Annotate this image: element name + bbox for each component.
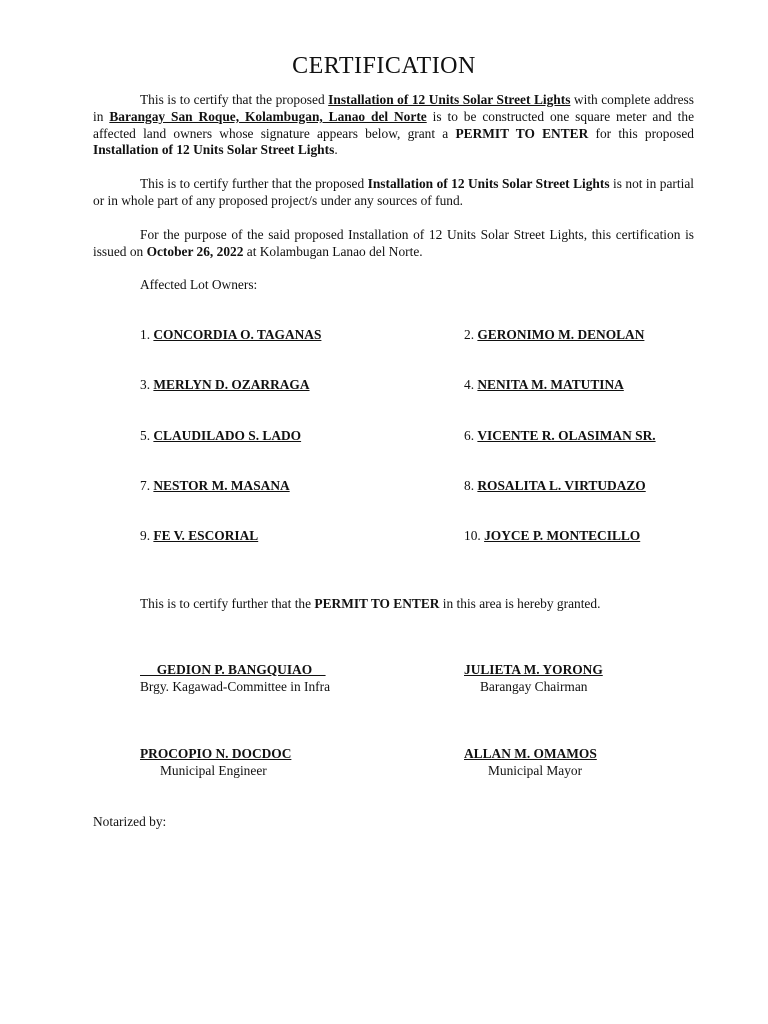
- paragraph-certify-fund: [93, 176, 694, 210]
- grant-permit-to-enter: PERMIT TO ENTER: [314, 596, 440, 611]
- owner-number: 5.: [140, 428, 154, 443]
- signatory-name-kagawad: GEDION P. BANGQUIAO__: [140, 662, 326, 677]
- owner-number: 4.: [464, 377, 478, 392]
- p1-text-4: for this proposed: [588, 125, 694, 141]
- owner-6: [464, 428, 656, 444]
- grant-text-1: This is to certify further that the: [140, 596, 315, 611]
- p1-text-3: is to be constructed one square meter and the affected land owners whose signature appears below, grant a: [93, 108, 695, 141]
- owner-2: [464, 327, 644, 343]
- owner-number: 9.: [140, 528, 154, 543]
- signatory-role-kagawad: Brgy. Kagawad-Committee in Infra: [140, 679, 331, 694]
- p3-text-2: at Kolambugan Lanao del Norte.: [243, 243, 423, 259]
- document-title: CERTIFICATION: [292, 53, 476, 79]
- owner-name: ROSALITA L. VIRTUDAZO: [477, 478, 646, 493]
- owner-number: 8.: [464, 478, 478, 493]
- p1-text-5: .: [334, 142, 338, 158]
- owner-name: VICENTE R. OLASIMAN SR.: [477, 428, 656, 443]
- owner-9: [140, 528, 258, 544]
- signatory-role-engineer: Municipal Engineer: [160, 763, 267, 778]
- p1-permit-to-enter: PERMIT TO ENTER: [455, 125, 589, 141]
- signatory-name-chairman: JULIETA M. YORONG: [464, 662, 603, 677]
- signatory-name-mayor: ALLAN M. OMAMOS: [464, 746, 597, 761]
- owner-name: GERONIMO M. DENOLAN: [477, 327, 645, 342]
- owner-5: [140, 428, 301, 444]
- owner-7: [140, 478, 290, 494]
- notarized-by-label: Notarized by:: [93, 814, 167, 829]
- owner-number: 7.: [140, 478, 154, 493]
- owner-number: 2.: [464, 327, 478, 342]
- owner-name: CLAUDILADO S. LADO: [153, 428, 302, 443]
- owner-name: NESTOR M. MASANA: [153, 478, 290, 493]
- paragraph-certify-installation: [93, 92, 694, 159]
- p3-text-1: For the purpose of the said proposed Installation of 12 Units Solar Street Lights, this certification is issued on: [93, 227, 694, 259]
- owner-4: [464, 377, 624, 393]
- owner-number: 1.: [140, 327, 154, 342]
- p1-project-name: Installation of 12 Units Solar Street Lights: [328, 92, 571, 107]
- signatory-name-engineer: PROCOPIO N. DOCDOC: [140, 746, 292, 761]
- p2-text-1: This is to certify further that the proposed: [140, 176, 368, 191]
- p1-project-name-2: Installation of 12 Units Solar Street Lights: [93, 142, 335, 158]
- owner-name: FE V. ESCORIAL: [153, 528, 259, 543]
- owner-number: 10.: [464, 528, 485, 543]
- p1-text-1: This is to certify that the proposed: [140, 92, 329, 107]
- permit-granted-statement: [140, 596, 600, 612]
- grant-text-2: in this area is hereby granted.: [439, 596, 601, 611]
- owner-10: [464, 528, 640, 544]
- owner-8: [464, 478, 646, 494]
- owner-name: MERLYN D. OZARRAGA: [153, 377, 310, 392]
- owner-name: JOYCE P. MONTECILLO: [484, 528, 641, 543]
- affected-lot-owners-label: Affected Lot Owners:: [140, 277, 258, 292]
- owner-1: [140, 327, 321, 343]
- owner-number: 3.: [140, 377, 154, 392]
- owner-name: CONCORDIA O. TAGANAS: [153, 327, 322, 342]
- signatory-role-mayor: Municipal Mayor: [488, 763, 583, 778]
- signatory-role-chairman: Barangay Chairman: [480, 679, 588, 694]
- p2-project-name: Installation of 12 Units Solar Street Lights: [367, 176, 610, 191]
- p1-text-2: with complete address in: [93, 92, 694, 124]
- owner-number: 6.: [464, 428, 478, 443]
- p3-issue-date: October 26, 2022: [146, 243, 244, 259]
- paragraph-purpose: [93, 227, 694, 261]
- owner-3: [140, 377, 310, 393]
- p1-address: Barangay San Roque, Kolambugan, Lanao del Norte: [109, 108, 427, 124]
- owner-name: NENITA M. MATUTINA: [477, 377, 624, 392]
- p2-text-2: is not in partial or in whole part of any proposed project/s under any sources of fund.: [93, 176, 694, 208]
